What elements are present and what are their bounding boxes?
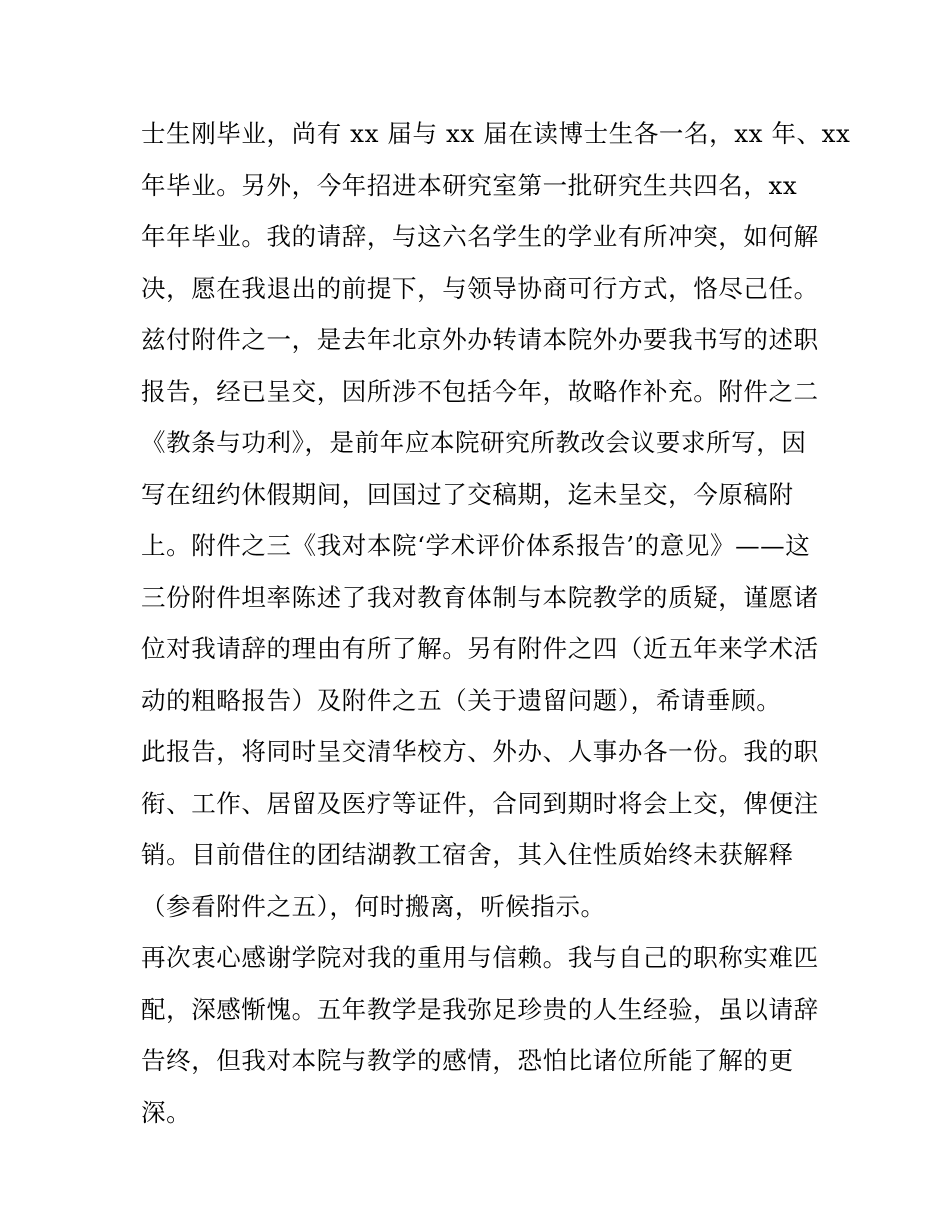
text-line: 衔、工作、居留及医疗等证件，合同到期时将会上交，俾便注: [141, 788, 819, 818]
text-line: （参看附件之五），何时搬离，听候指示。: [141, 891, 606, 921]
text-line: 位对我请辞的理由有所了解。另有附件之四（近五年来学术活: [141, 634, 819, 663]
document-body: [141, 108, 851, 1138]
text-line: 年年毕业。我的请辞，与这六名学生的学业有所冲突，如何解: [141, 222, 819, 251]
text-line: 三份附件坦率陈述了我对教育体制与本院教学的质疑，谨愿诸: [141, 582, 819, 612]
text-line: 再次衷心感谢学院对我的重用与信赖。我与自己的职称实难匹: [141, 943, 819, 972]
text-line: 深。: [141, 1097, 192, 1127]
text-line: 决，愿在我退出的前提下，与领导协商可行方式，恪尽己任。: [141, 273, 819, 303]
text-line: 销。目前借住的团结湖教工宿舍，其入住性质始终未获解释: [141, 840, 794, 869]
text-line: 配，深感惭愧。五年教学是我弥足珍贵的人生经验，虽以请辞: [141, 994, 819, 1024]
text-line: 上。附件之三《我对本院‘学术评价体系报告’的意见》——这: [141, 531, 811, 560]
text-line: 告终，但我对本院与教学的感情，恐怕比诸位所能了解的更: [141, 1046, 794, 1075]
text-line: 此报告，将同时呈交清华校方、外办、人事办各一份。我的职: [141, 737, 819, 766]
text-line: 《教条与功利》，是前年应本院研究所教改会议要求所写，因: [141, 428, 807, 457]
text-line: 写在纽约休假期间，回国过了交稿期，迄未呈交，今原稿附: [141, 479, 794, 509]
text-line: 年毕业。另外，今年招进本研究室第一批研究生共四名，xx: [141, 170, 798, 200]
text-line: 报告，经已呈交，因所涉不包括今年，故略作补充。附件之二: [141, 376, 819, 406]
text-line: 兹付附件之一，是去年北京外办转请本院外办要我书写的述职: [141, 325, 819, 354]
text-line: 士生刚毕业，尚有 xx 届与 xx 届在读博士生各一名，xx 年、xx: [141, 119, 851, 148]
text-line: 动的粗略报告）及附件之五（关于遗留问题），希请垂顾。: [141, 685, 782, 715]
